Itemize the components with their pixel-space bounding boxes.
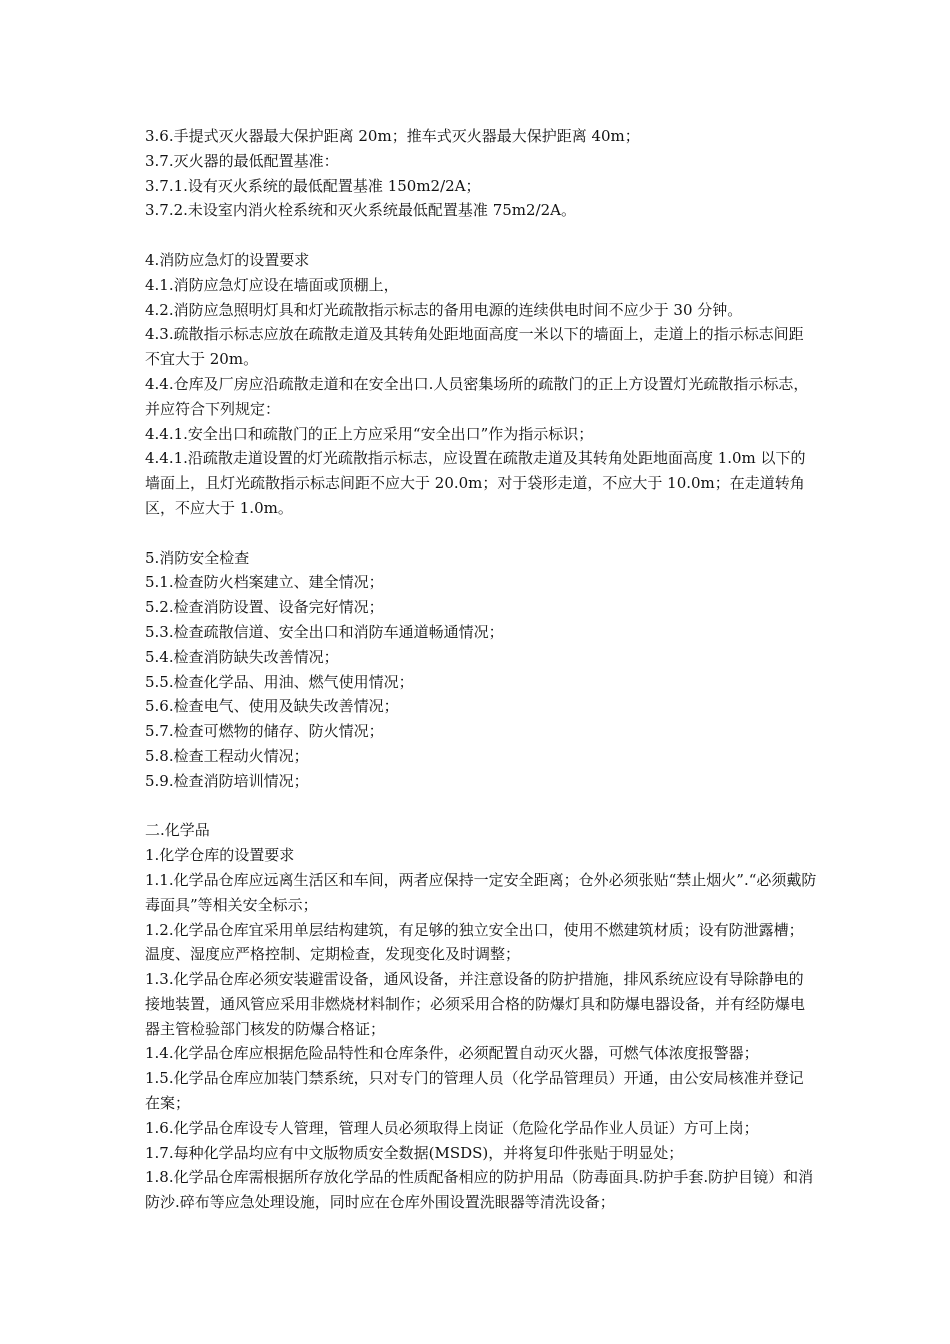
text-line: 5.5.检查化学品、用油、燃气使用情况；	[145, 672, 414, 691]
blank-line	[145, 223, 817, 248]
text-line: 4.3.疏散指示标志应放在疏散走道及其转角处距地面高度一米以下的墙面上，走道上的指示标志间距不宜大于 20m。	[145, 325, 804, 369]
text-line: 4.4.仓库及厂房应沿疏散走道和在安全出口.人员密集场所的疏散门的正上方设置灯光疏散指示标志，并应符合下列规定：	[145, 374, 809, 418]
text-line: 1.6.化学品仓库设专人管理，管理人员必须取得上岗证（危险化学品作业人员证）方可上岗；	[145, 1118, 759, 1137]
text-line: 1.8.化学品仓库需根据所存放化学品的性质配备相应的防护用品（防毒面具.防护手套.防护目镜）和消防沙.碎布等应急处理设施，同时应在仓库外围设置洗眼器等清洗设备；	[145, 1168, 814, 1212]
blank-line	[145, 521, 817, 546]
text-line: 5.1.检查防火档案建立、建全情况；	[145, 573, 384, 592]
text-line: 5.7.检查可燃物的储存、防火情况；	[145, 722, 384, 741]
text-line: 4.2.消防应急照明灯具和灯光疏散指示标志的备用电源的连续供电时间不应少于 30 分钟。	[145, 300, 743, 319]
text-line: 5.8.检查工程动火情况；	[145, 746, 309, 765]
text-line: 5.9.检查消防培训情况；	[145, 771, 309, 790]
text-line: 5.2.检查消防设置、设备完好情况；	[145, 598, 384, 617]
blank-line	[145, 794, 817, 819]
text-line: 5.3.检查疏散信道、安全出口和消防车通道畅通情况；	[145, 622, 504, 641]
text-line: 4.4.1.安全出口和疏散门的正上方应采用“安全出口”作为指示标识；	[145, 424, 594, 443]
text-line: 3.6.手提式灭火器最大保护距离 20m；推车式灭火器最大保护距离 40m；	[145, 127, 640, 145]
text-line: 1.5.化学品仓库应加装门禁系统，只对专门的管理人员（化学品管理员）开通，由公安局核准并登记在案；	[145, 1069, 804, 1113]
text-line: 3.7.2.未设室内消火栓系统和灭火系统最低配置基准 75m2/2A。	[145, 201, 576, 220]
text-line: 3.7.1.设有灭火系统的最低配置基准 150m2/2A；	[145, 176, 481, 195]
text-line: 5.6.检查电气、使用及缺失改善情况；	[145, 697, 399, 716]
text-line: 4.4.1.沿疏散走道设置的灯光疏散指示标志，应设置在疏散走道及其转角处距地面高度 1.0m 以下的墙面上，且灯光疏散指示标志间距不应大于 20.0m；对于袋形走道，不应大于 10.0m；在走道转角区，不应大于 1.0m。	[145, 449, 806, 517]
text-line: 1.3.化学品仓库必须安装避雷设备，通风设备，并注意设备的防护措施，排风系统应设有导除静电的接地装置，通风管应采用非燃烧材料制作；必须采用合格的防爆灯具和防爆电器设备，并有经防爆电器主管检验部门核发的防爆合格证；	[145, 970, 806, 1038]
text-line: 1.4.化学品仓库应根据危险品特性和仓库条件，必须配置自动灭火器，可燃气体浓度报警器；	[145, 1044, 759, 1063]
section-heading: 4.消防应急灯的设置要求	[145, 250, 310, 269]
text-line: 1.2.化学品仓库宜采用单层结构建筑，有足够的独立安全出口，使用不燃建筑材质；设有防泄露槽；温度、湿度应严格控制、定期检查，发现变化及时调整；	[145, 920, 804, 964]
text-line: 5.4.检查消防缺失改善情况；	[145, 647, 339, 666]
text-line: 3.7.灭火器的最低配置基准：	[145, 151, 339, 170]
text-line: 1.1.化学品仓库应远离生活区和车间，两者应保持一定安全距离；仓外必须张贴“禁止烟火”.“必须戴防毒面具”等相关安全标示；	[145, 870, 817, 914]
chapter-heading: 二.化学品	[145, 821, 210, 840]
text-line: 4.1.消防应急灯应设在墙面或顶棚上，	[145, 275, 399, 294]
text-line: 1.7.每种化学品均应有中文版物质安全数据(MSDS)，并将复印件张贴于明显处；	[145, 1143, 684, 1162]
section-heading: 1.化学仓库的设置要求	[145, 846, 295, 865]
section-heading: 5.消防安全检查	[145, 548, 250, 567]
document-body	[145, 124, 817, 1215]
